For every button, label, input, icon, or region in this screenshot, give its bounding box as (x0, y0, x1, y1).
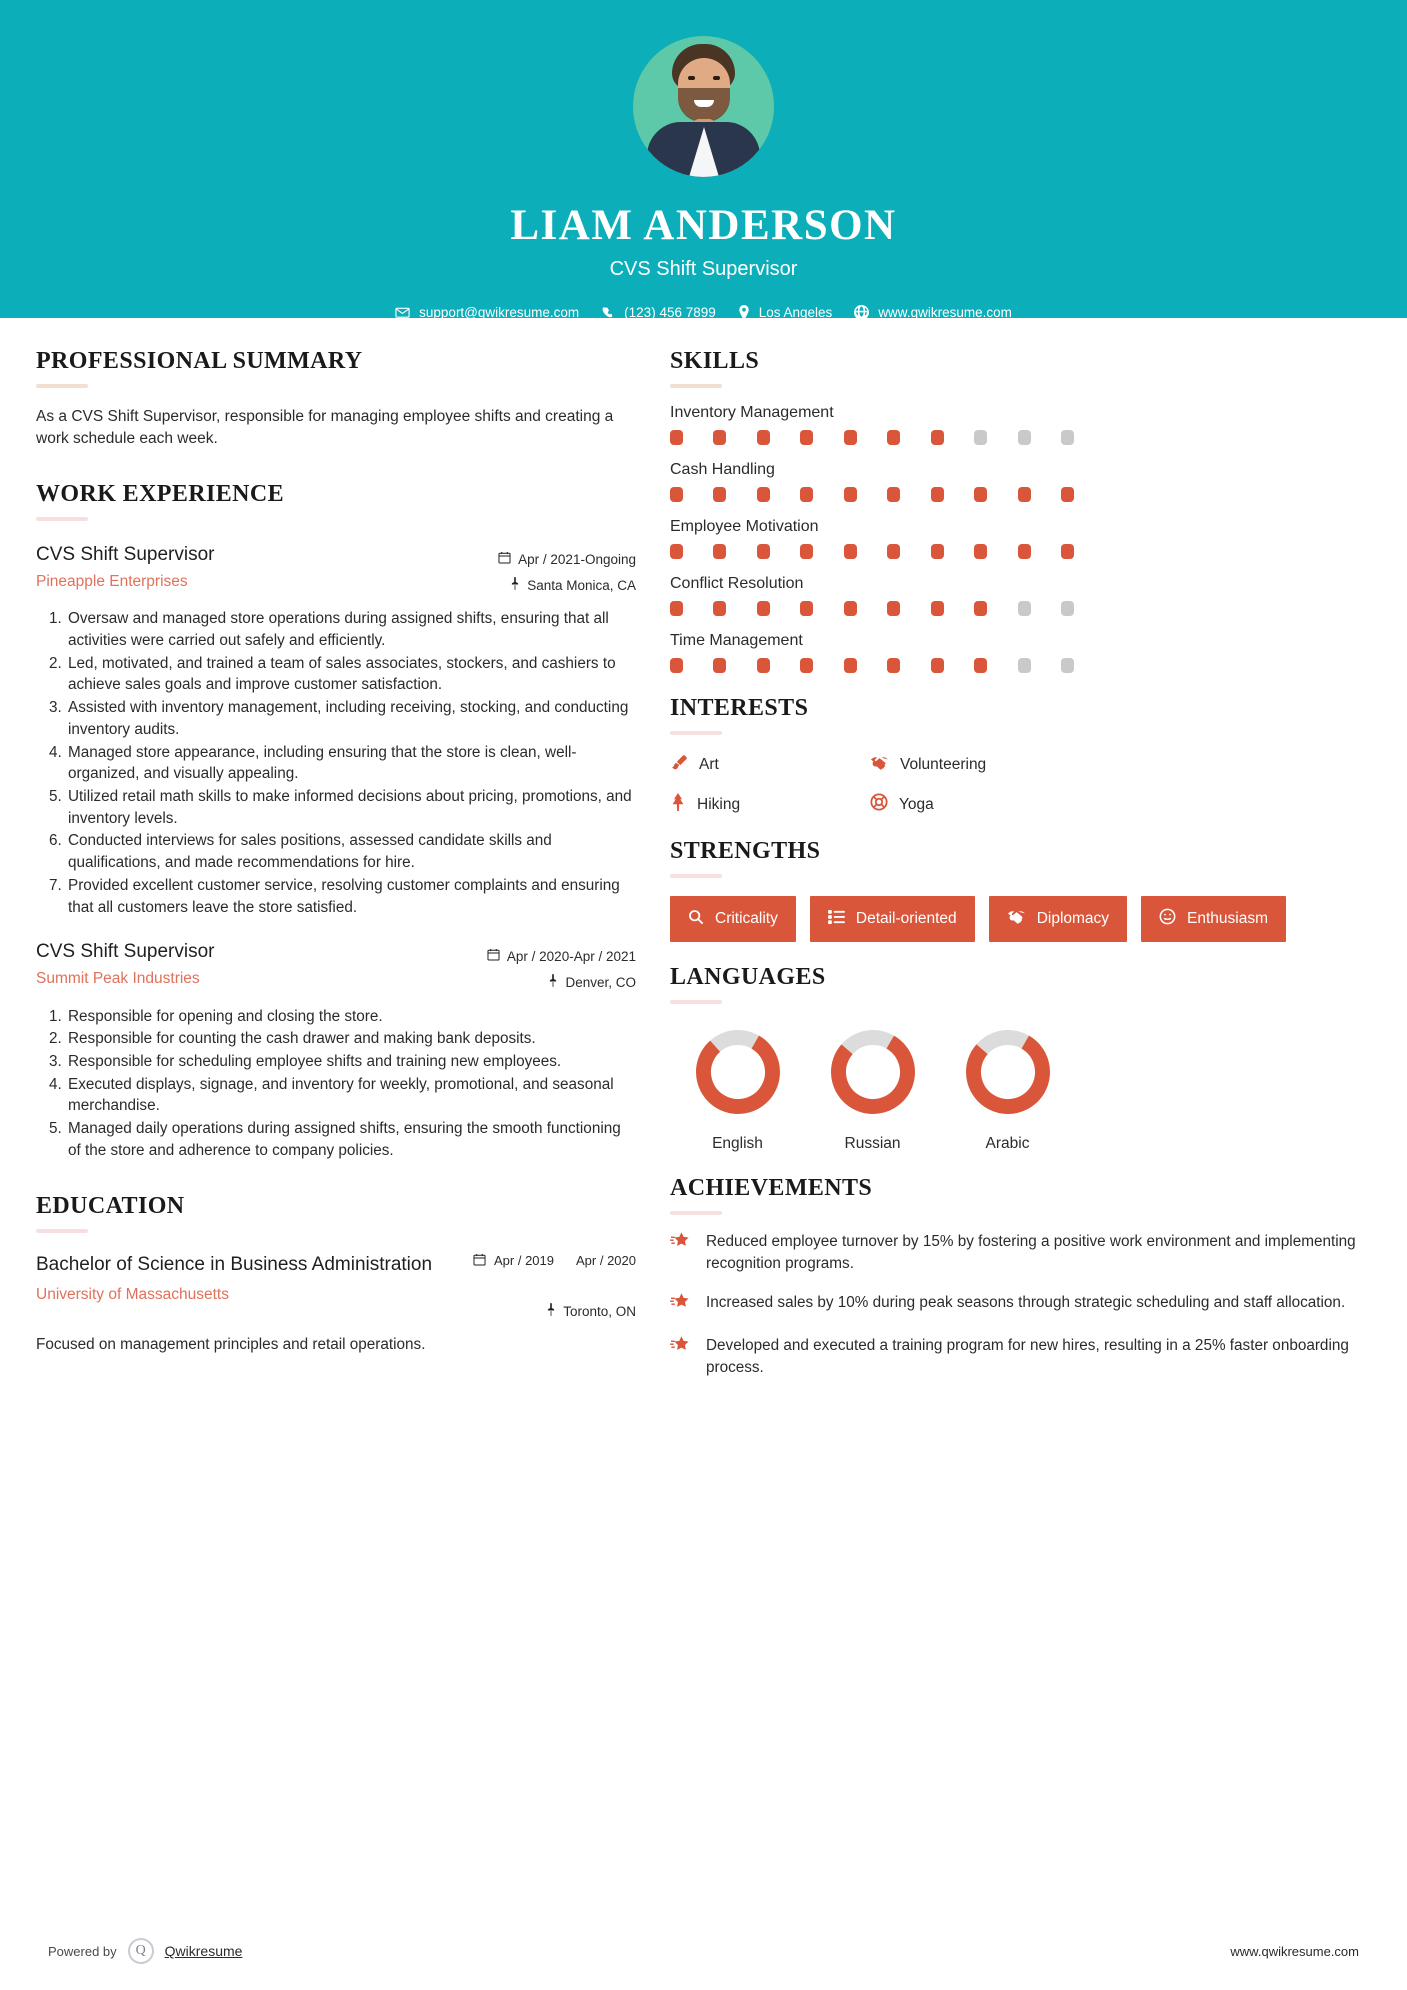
achievements-list (670, 1231, 1370, 1379)
strength-label: Criticality (715, 910, 778, 927)
skill-level-meter (670, 487, 1074, 502)
skill-dot (800, 544, 813, 559)
interest-item (870, 753, 1370, 777)
skill-name: Time Management (670, 632, 803, 649)
work-dates (456, 547, 636, 573)
work-dates-text: Apr / 2021-Ongoing (518, 551, 636, 567)
work-location-text: Denver, CO (565, 974, 636, 990)
skill-dot (800, 487, 813, 502)
section-interests (670, 695, 1370, 816)
skill-dot (713, 430, 726, 445)
skill-dot (1018, 487, 1031, 502)
skill-dot (931, 487, 944, 502)
avatar (633, 36, 774, 177)
language-donut-chart (827, 1026, 919, 1118)
work-bullet: 4. Executed displays, signage, and inventory for weekly, promotional, and seasonal merchandise. (66, 1074, 636, 1117)
section-title-summary: PROFESSIONAL SUMMARY (36, 348, 363, 374)
section-rule (670, 384, 722, 388)
skill-dot (974, 487, 987, 502)
list-icon (828, 909, 845, 929)
work-bullet-list (36, 608, 636, 918)
work-entry (36, 543, 636, 918)
work-bullet-list (36, 1006, 636, 1162)
education-location-text: Toronto, ON (563, 1303, 636, 1319)
work-location (456, 970, 636, 996)
resume-body (0, 318, 1407, 1397)
map-pin-icon (738, 305, 750, 320)
work-bullet: 3. Responsible for scheduling employee shifts and training new employees. (66, 1051, 636, 1073)
skill-dot (844, 544, 857, 559)
star-badge-icon (670, 1335, 692, 1378)
language-item (940, 1026, 1075, 1153)
strength-chip[interactable] (810, 896, 975, 942)
interest-label: Volunteering (900, 756, 987, 773)
skill-dot (931, 544, 944, 559)
skill-level-meter (670, 601, 1074, 616)
strength-chip[interactable] (670, 896, 796, 942)
contact-website-text: www.qwikresume.com (878, 305, 1012, 320)
achievement-text: Reduced employee turnover by 15% by fostering a positive work environment and implementing recognition programs. (706, 1233, 1356, 1272)
interest-item (670, 753, 870, 777)
section-title-strengths: STRENGTHS (670, 838, 821, 864)
contact-location-text: Los Angeles (758, 305, 833, 320)
envelope-icon (395, 305, 410, 320)
language-donut-chart (692, 1026, 784, 1118)
work-bullet: 6. Conducted interviews for sales positions, assessed candidate skills and qualifications, and made recommendations for hire. (66, 830, 636, 873)
skill-dot (931, 601, 944, 616)
skill-dot (713, 601, 726, 616)
section-rule (670, 874, 722, 878)
section-skills (670, 348, 1370, 673)
section-languages (670, 964, 1370, 1153)
work-location-text: Santa Monica, CA (527, 577, 636, 593)
contact-location[interactable] (738, 305, 833, 320)
skill-row (670, 404, 1370, 445)
skill-dot (1018, 430, 1031, 445)
skill-dot (1018, 601, 1031, 616)
work-dates-text: Apr / 2020-Apr / 2021 (506, 949, 636, 965)
section-rule (670, 1000, 722, 1004)
interest-label: Art (699, 756, 719, 773)
strength-label: Enthusiasm (1187, 910, 1269, 927)
section-title-interests: INTERESTS (670, 695, 809, 721)
qwikresume-brand-link[interactable]: Qwikresume (164, 1943, 243, 1959)
contact-website[interactable] (854, 305, 1012, 320)
section-rule (36, 1229, 88, 1233)
work-entries (36, 543, 636, 1162)
skill-dot (757, 658, 770, 673)
footer-website[interactable]: www.qwikresume.com (1230, 1943, 1359, 1959)
contact-phone-text: (123) 456 7899 (624, 305, 716, 320)
section-rule (36, 517, 88, 521)
section-rule (670, 1211, 722, 1215)
skills-list (670, 404, 1370, 673)
map-pin-icon (548, 970, 558, 996)
section-rule (670, 731, 722, 735)
calendar-icon (498, 547, 511, 573)
skill-dot (1061, 658, 1074, 673)
skill-name: Employee Motivation (670, 518, 819, 535)
resume-header (0, 0, 1407, 318)
education-dates (473, 1253, 636, 1269)
globe-icon (854, 305, 869, 320)
skill-dot (974, 430, 987, 445)
skill-dot (844, 487, 857, 502)
work-bullet: 5. Utilized retail math skills to make informed decisions about pricing, promotions, and inventory levels. (66, 786, 636, 829)
education-entry (36, 1253, 636, 1355)
map-pin-icon (510, 573, 520, 599)
skill-level-meter (670, 430, 1074, 445)
skill-dot (800, 658, 813, 673)
work-bullet: 3. Assisted with inventory management, including receiving, stocking, and conducting inventory audits. (66, 697, 636, 740)
achievement-item (670, 1335, 1370, 1378)
skill-dot (1061, 430, 1074, 445)
skill-dot (757, 430, 770, 445)
interest-item (870, 793, 1370, 816)
skill-dot (757, 601, 770, 616)
strength-label: Diplomacy (1036, 910, 1110, 927)
strength-chip[interactable] (1141, 896, 1286, 942)
skill-dot (670, 487, 683, 502)
languages-list (670, 1026, 1370, 1153)
language-label: Russian (844, 1135, 901, 1152)
achievement-text: Increased sales by 10% during peak seasons through strategic scheduling and staff allocation. (706, 1294, 1346, 1312)
calendar-icon (487, 944, 500, 970)
work-company: Summit Peak Industries (36, 969, 200, 987)
work-bullet: 4. Managed store appearance, including ensuring that the store is clean, well-organized, and visually appealing. (66, 742, 636, 785)
skill-dot (887, 487, 900, 502)
interest-label: Yoga (899, 795, 934, 813)
contact-email-text: support@qwikresume.com (419, 305, 580, 320)
education-school: University of Massachusetts (36, 1285, 229, 1303)
skill-dot (887, 658, 900, 673)
language-donut-chart (962, 1026, 1054, 1118)
tree-icon (670, 793, 686, 816)
skill-dot (1061, 544, 1074, 559)
work-dates (456, 944, 636, 970)
achievement-item (670, 1231, 1370, 1274)
skill-dot (1061, 487, 1074, 502)
smiley-icon (1159, 908, 1176, 930)
skill-dot (713, 658, 726, 673)
skill-dot (974, 601, 987, 616)
paintbrush-icon (670, 754, 688, 777)
strength-chip[interactable] (989, 896, 1127, 942)
skill-dot (800, 601, 813, 616)
skill-dot (670, 601, 683, 616)
powered-by-block (48, 1938, 242, 1964)
section-achievements (670, 1175, 1370, 1379)
section-education (36, 1193, 636, 1355)
section-professional-summary (36, 348, 636, 451)
language-label: English (712, 1135, 763, 1152)
skill-row (670, 518, 1370, 559)
skill-dot (887, 430, 900, 445)
section-work-experience (36, 481, 636, 1162)
phone-icon (601, 306, 615, 320)
section-title-skills: SKILLS (670, 348, 760, 374)
section-title-achievements: ACHIEVEMENTS (670, 1175, 873, 1201)
work-bullet: 5. Managed daily operations during assigned shifts, ensuring the smooth functioning of the store and adherence to company policies. (66, 1118, 636, 1161)
work-role: CVS Shift Supervisor (36, 543, 215, 565)
skill-row (670, 575, 1370, 616)
handshake-icon (1007, 907, 1026, 931)
skill-dot (713, 487, 726, 502)
work-entry (36, 940, 636, 1161)
contact-email[interactable] (395, 305, 579, 320)
interests-list (670, 753, 1370, 816)
strengths-list (670, 896, 1370, 942)
skill-dot (974, 544, 987, 559)
language-item (670, 1026, 805, 1153)
skill-dot (1018, 658, 1031, 673)
skill-dot (757, 544, 770, 559)
interest-label: Hiking (697, 795, 741, 813)
work-bullet: 7. Provided excellent customer service, resolving customer complaints and ensuring that all customers leave the store satisfied. (66, 875, 636, 918)
qwikresume-logo-icon: Q (128, 1938, 154, 1964)
contact-phone[interactable] (601, 305, 716, 320)
magnifier-icon (688, 909, 704, 930)
skill-row (670, 632, 1370, 673)
education-date-end: Apr / 2020 (576, 1252, 636, 1268)
lifebuoy-icon (870, 793, 888, 816)
achievement-text: Developed and executed a training program for new hires, resulting in a 25% faster onboarding process. (706, 1337, 1349, 1377)
strength-label: Detail-oriented (855, 910, 957, 927)
education-degree: Bachelor of Science in Business Administration (36, 1253, 433, 1275)
map-pin-icon (546, 1299, 556, 1325)
skill-dot (1018, 544, 1031, 559)
skill-dot (931, 658, 944, 673)
interest-item (670, 793, 870, 816)
page-footer (0, 1938, 1407, 1964)
skill-dot (713, 544, 726, 559)
calendar-icon (473, 1253, 486, 1269)
skill-dot (931, 430, 944, 445)
skill-dot (844, 658, 857, 673)
candidate-job-title: CVS Shift Supervisor (609, 258, 798, 280)
skill-dot (1061, 601, 1074, 616)
skill-dot (887, 601, 900, 616)
summary-text: As a CVS Shift Supervisor, responsible for managing employee shifts and creating a work schedule each week. (36, 408, 614, 448)
education-location (473, 1299, 636, 1325)
language-label: Arabic (985, 1135, 1030, 1152)
skill-dot (757, 487, 770, 502)
candidate-name: LIAM ANDERSON (510, 202, 897, 249)
section-title-education: EDUCATION (36, 1192, 185, 1219)
star-badge-icon (670, 1231, 692, 1274)
work-bullet: 2. Led, motivated, and trained a team of sales associates, stockers, and cashiers to achieve sales goals and improve customer satisfaction. (66, 653, 636, 696)
right-column (670, 348, 1370, 1397)
skill-dot (670, 658, 683, 673)
work-bullet: 1. Oversaw and managed store operations during assigned shifts, ensuring that all activities were carried out safely and efficiently. (66, 608, 636, 651)
skill-name: Inventory Management (670, 404, 834, 421)
left-column (36, 348, 636, 1397)
section-strengths (670, 838, 1370, 942)
contact-bar (395, 305, 1012, 320)
powered-by-label: Powered by (48, 1943, 117, 1959)
skill-dot (800, 430, 813, 445)
work-company: Pineapple Enterprises (36, 572, 188, 590)
skill-row (670, 461, 1370, 502)
skill-dot (844, 601, 857, 616)
star-badge-icon (670, 1292, 692, 1317)
achievement-item (670, 1292, 1370, 1317)
skill-dot (670, 544, 683, 559)
handshake-icon (870, 753, 889, 777)
skill-name: Cash Handling (670, 461, 775, 478)
skill-dot (974, 658, 987, 673)
section-rule (36, 384, 88, 388)
skill-dot (887, 544, 900, 559)
section-title-languages: LANGUAGES (670, 964, 826, 990)
skill-level-meter (670, 658, 1074, 673)
skill-level-meter (670, 544, 1074, 559)
skill-dot (844, 430, 857, 445)
work-bullet: 2. Responsible for counting the cash drawer and making bank deposits. (66, 1028, 636, 1050)
work-location (456, 573, 636, 599)
skill-dot (670, 430, 683, 445)
education-date-start: Apr / 2019 (494, 1252, 554, 1268)
education-note: Focused on management principles and retail operations. (36, 1336, 426, 1354)
work-bullet: 1. Responsible for opening and closing the store. (66, 1006, 636, 1028)
skill-name: Conflict Resolution (670, 575, 804, 592)
section-title-work: WORK EXPERIENCE (36, 480, 285, 507)
language-item (805, 1026, 940, 1153)
work-role: CVS Shift Supervisor (36, 941, 215, 963)
